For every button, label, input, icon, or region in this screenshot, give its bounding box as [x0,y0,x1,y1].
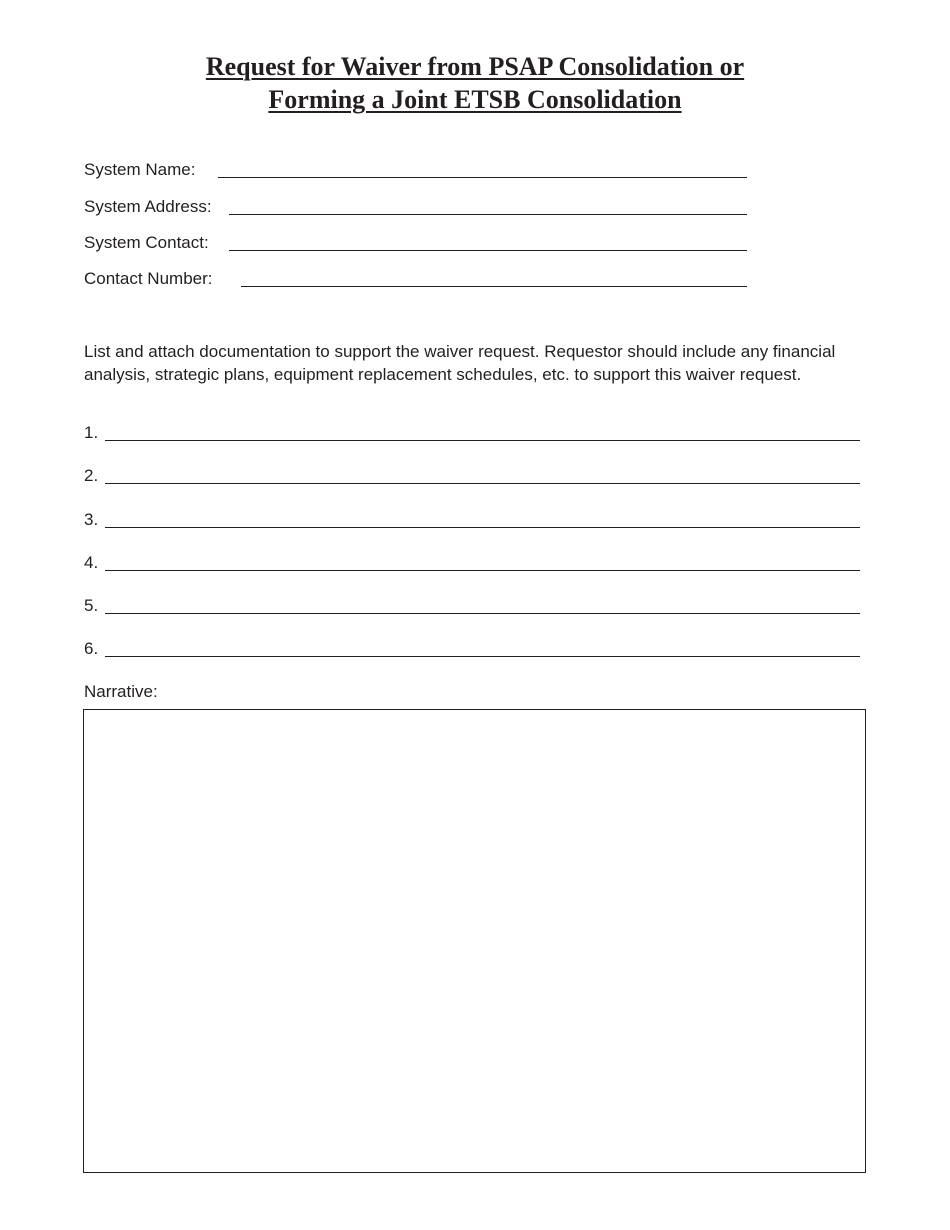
system-address-label: System Address: [84,197,212,216]
documentation-item [84,509,860,531]
documentation-item-number: 3. [84,510,99,529]
system-contact-field[interactable] [229,250,747,251]
system-name-label: System Name: [84,160,196,179]
system-contact-label: System Contact: [84,233,209,252]
documentation-item-number: 6. [84,639,99,658]
documentation-item-number: 5. [84,596,99,615]
form-title [0,50,950,116]
documentation-item-field[interactable] [105,613,860,614]
documentation-item-number: 4. [84,553,99,572]
documentation-item [84,465,860,487]
documentation-item-number: 1. [84,423,99,442]
documentation-item-field[interactable] [105,570,860,571]
form-title-line-2: Forming a Joint ETSB Consolidation [268,85,682,114]
system-address-row [84,196,747,218]
contact-number-label: Contact Number: [84,269,213,288]
system-contact-row [84,232,747,254]
form-title-line-1: Request for Waiver from PSAP Consolidation or [205,52,745,81]
documentation-item-field[interactable] [105,527,860,528]
contact-number-row [84,268,747,290]
system-name-row [84,159,747,181]
documentation-item-number: 2. [84,466,99,485]
narrative-textarea[interactable] [83,709,866,1173]
contact-number-field[interactable] [241,286,747,287]
documentation-item [84,552,860,574]
system-address-field[interactable] [229,214,747,215]
documentation-item-field[interactable] [105,440,860,441]
documentation-item [84,638,860,660]
system-name-field[interactable] [218,177,747,178]
instructions-text: List and attach documentation to support the waiver request. Requestor should include any financial analysis, strategic plans, equipment replacement schedules, etc. to support this waiver request. [84,342,836,384]
documentation-item [84,422,860,444]
documentation-item [84,595,860,617]
narrative-label: Narrative: [84,682,158,701]
documentation-item-field[interactable] [105,483,860,484]
documentation-item-field[interactable] [105,656,860,657]
